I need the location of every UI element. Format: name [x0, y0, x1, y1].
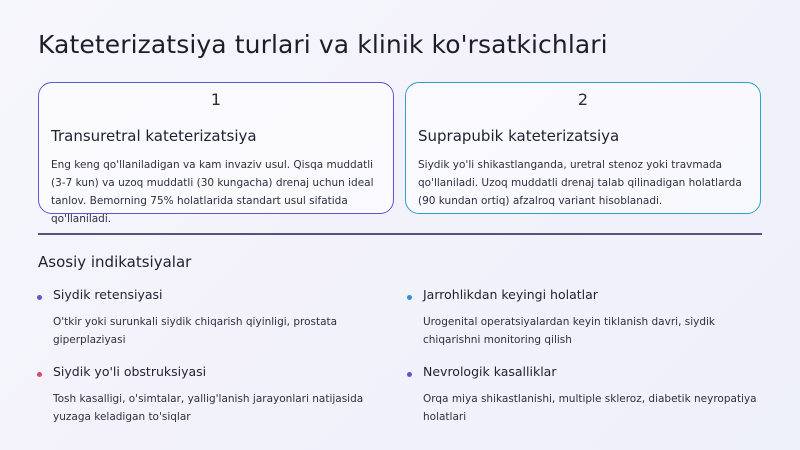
indication-title: Jarrohlikdan keyingi holatlar: [423, 287, 598, 302]
card-number: 2: [577, 90, 589, 109]
card-number: 1: [210, 90, 222, 109]
bullet-dot-icon: [407, 295, 412, 300]
indications-heading: Asosiy indikatsiyalar: [38, 253, 192, 271]
card-title: Suprapubik kateterizatsiya: [418, 127, 620, 145]
indication-title: Nevrologik kasalliklar: [423, 364, 557, 379]
indication-title: Siydik retensiyasi: [53, 287, 163, 302]
indication-description: Urogenital operatsiyalardan keyin tiklanish davri, siydik chiqarishni monitoring qilish: [423, 316, 716, 346]
card-suprapubic: [405, 82, 761, 214]
card-description: Siydik yo'li shikastlanganda, uretral stenoz yoki travmada qo'llaniladi. Uzoq muddatli drenaj talab qilinadigan holatlarda (90 kundan ortiq) afzalroq variant hisoblanadi.: [418, 159, 742, 207]
bullet-dot-icon: [37, 372, 42, 377]
slide-title: Kateterizatsiya turlari va klinik ko'rsatkichlari: [38, 30, 608, 59]
card-description: Eng keng qo'llaniladigan va kam invaziv usul. Qisqa muddatli (3-7 kun) va uzoq muddatli (30 kungacha) drenaj uchun ideal tanlov. Bemorning 75% holatlarida standart usul sifatida qo'llaniladi.: [51, 159, 374, 225]
indication-description: O'tkir yoki surunkali siydik chiqarish qiyinligi, prostata giperplaziyasi: [53, 316, 338, 346]
section-divider: [38, 233, 762, 235]
bullet-dot-icon: [37, 295, 42, 300]
card-transurethral: [38, 82, 394, 225]
indication-title: Siydik yo'li obstruksiyasi: [53, 364, 207, 379]
card-title: Transuretral kateterizatsiya: [51, 127, 257, 145]
indication-description: Tosh kasalligi, o'simtalar, yallig'lanish jarayonlari natijasida yuzaga keladigan to'siqlar: [53, 393, 364, 423]
indication-description: Orqa miya shikastlanishi, multiple skleroz, diabetik neyropatiya holatlari: [423, 393, 757, 423]
bullet-dot-icon: [407, 372, 412, 377]
